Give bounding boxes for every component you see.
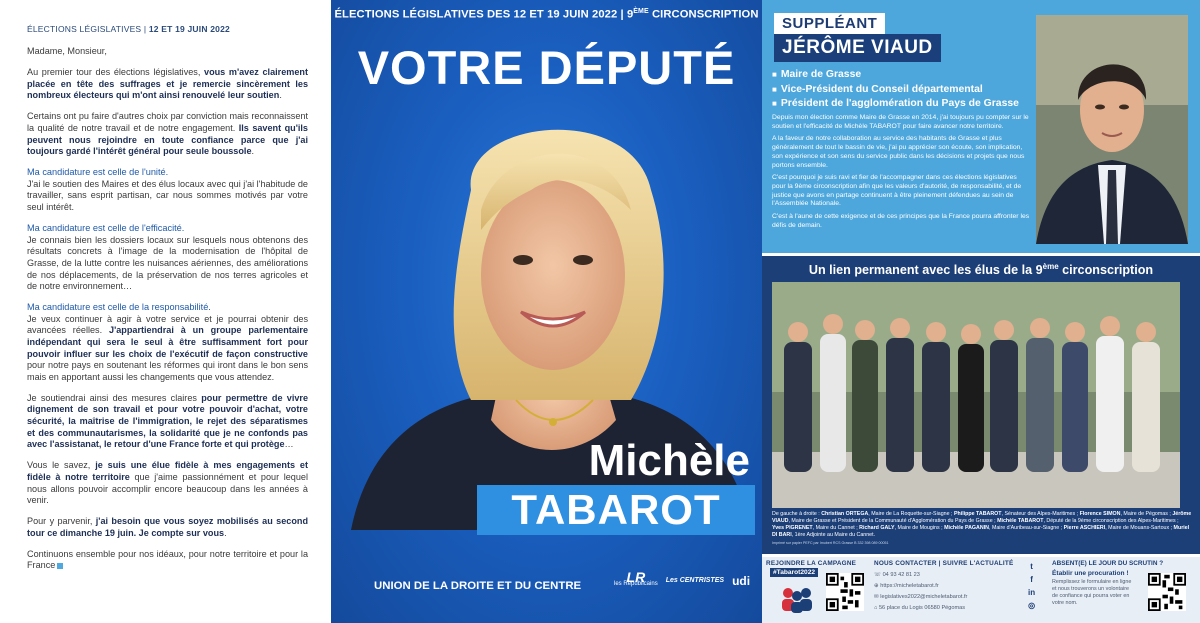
poster-title: VOTRE DÉPUTÉ xyxy=(357,41,736,94)
letter-heading-responsibility: Ma candidature est celle de la responsabilité. xyxy=(27,302,211,313)
email-link[interactable]: ✉ legislatives2022@micheletabarot.fr xyxy=(874,594,968,600)
phone-icon: ☏ xyxy=(874,572,883,578)
les-centristes-logo: Les CENTRISTES xyxy=(665,577,725,584)
join-campaign-block xyxy=(766,557,866,623)
suppleant-photo xyxy=(1036,15,1188,244)
letter-heading-efficiency: Ma candidature est celle de l'efficacité. xyxy=(27,223,185,234)
proxy-vote-block xyxy=(1052,557,1198,623)
poster-election-line: ÉLECTIONS LÉGISLATIVES DES 12 ET 19 JUIN 2022 | 9ÈME CIRCONSCRIPTION xyxy=(334,8,759,21)
contact-title: NOUS CONTACTER | SUIVRE L'ACTUALITÉ xyxy=(874,560,1014,567)
letter-paragraph-3: J'ai le soutien des Maires et des élus locaux avec qui j'ai l'habitude de travailler, sans esprit partisan, car nous sommes motivés par votre seul intérêt. xyxy=(27,178,308,213)
hashtag-badge: #Tabarot2022 xyxy=(770,568,818,577)
absent-subtitle: Établir une procuration ! xyxy=(1052,570,1129,577)
join-qr-code-icon[interactable] xyxy=(826,573,864,611)
campaign-footer xyxy=(762,557,1200,623)
group-photo xyxy=(772,282,1180,508)
union-label: UNION DE LA DROITE ET DU CENTRE xyxy=(374,580,582,592)
letter-paragraph-4: Je connais bien les dossiers locaux sur lesquels nous obtenons des résultats concrets à l'image de la modernisation de l'hôpital de Grasse, de la lutte contre les nuisances aériennes, des améliorations de nos déplacements, de la préservation de nos terres agricoles et de notre environnement… xyxy=(27,234,308,292)
campaign-letter xyxy=(0,0,318,623)
elus-section xyxy=(762,256,1200,554)
absent-text: Remplissez le formulaire en ligne et nous trouverons un volontaire de confiance qui pourra voter en votre nom. xyxy=(1052,579,1132,606)
globe-icon: ⊕ xyxy=(874,583,881,589)
letter-paragraph-1: Au premier tour des élections législatives, vous m'avez clairement placée en tête des suffrages et je remercie sincèrement les nombreux électeurs qui m'ont ainsi renouvelé leur soutien. xyxy=(27,67,308,101)
instagram-icon[interactable]: ◎ xyxy=(1028,601,1036,610)
linkedin-icon[interactable]: in xyxy=(1028,588,1036,597)
contact-block xyxy=(874,557,1044,623)
suppleant-statement: Depuis mon élection comme Maire de Grasse en 2014, j'ai toujours pu compter sur le soutien et l'efficacité de Michèle TABAROT pour faire avancer notre territoire. A la faveur de notre collaboration au service des habitants de Grasse et plus généralement de tout le bassin de vie, j'ai pu apprécier son écoute, son implication, son expérience et son sens du service public dans les décisions et projets que nous portons ensemble. C'est pourquoi je suis ravi et fier de l'accompagner dans ces élections législatives pour la 9ème circonscription afin que les valeurs d'autorité, de responsabilité, et de justice que avons en partage continuent à être pleinement défendues au sein de l'Assemblée Nationale. C'est à l'aune de cette exigence et de ces principes que la France pourra affronter les défis de demain. xyxy=(772,114,1030,229)
square-bullet-icon xyxy=(57,563,63,569)
letter-paragraph-9: Continuons ensemble pour nos idéaux, pour notre territoire et pour la France xyxy=(27,548,308,571)
letter-paragraph-5: Je veux continuer à agir à votre service et je pourrai obtenir des avancées réelles. J'appartiendrai à un groupe parlementaire indépendant qui sera le seul à être suffisamment fort pour pouvoir influer sur les choix de l'exécutif de façon constructive pour notre pays en soutenant les réformes qui iront dans le bon sens mais en apportant aussi les changements que vous attendez. xyxy=(27,313,309,382)
letter-greeting: Madame, Monsieur, xyxy=(27,46,107,56)
absent-title: ABSENT(E) LE JOUR DU SCRUTIN ? xyxy=(1052,560,1164,567)
people-group-icon xyxy=(778,585,816,613)
poster-bottom-bar xyxy=(331,560,762,620)
suppleant-section xyxy=(762,0,1200,253)
letter-date: 12 ET 19 JUIN 2022 xyxy=(148,24,230,34)
role-item: ■ Président de l'agglomération du Pays de Grasse xyxy=(772,97,1019,112)
candidate-last-name: TABAROT xyxy=(511,486,721,533)
right-column xyxy=(762,0,1200,623)
role-item: ■ Maire de Grasse xyxy=(772,68,1019,83)
letter-paragraph-2: Certains ont pu faire d'autres choix par conviction mais reconnaissent la qualité de notre travail et de notre engagement. Ils savent qu'ils peuvent nous rejoindre en toute confiance parce que j'ai toujours gardé l'intérêt général pour seule boussole. xyxy=(27,111,308,157)
party-logos xyxy=(614,569,751,588)
candidate-poster xyxy=(331,0,762,623)
phone-line[interactable]: ☏ 04 93 42 81 23 xyxy=(874,572,920,578)
website-link[interactable]: ⊕ https://micheletabarot.fr xyxy=(874,583,939,589)
suppleant-roles xyxy=(772,68,1019,112)
mail-icon: ✉ xyxy=(874,594,881,600)
candidate-first-name: Michèle xyxy=(588,436,750,485)
twitter-icon[interactable]: t xyxy=(1030,562,1033,571)
udi-logo: udi xyxy=(732,574,751,588)
suppleant-label: SUPPLÉANT xyxy=(774,13,885,35)
role-item: ■ Vice-Président du Conseil départemental xyxy=(772,83,1019,98)
les-republicains-logo: LR les Républicains xyxy=(614,569,658,587)
imprint-line: Imprimé sur papier PEFC par Imubert RCS Grasse B 332 398 089 00051 xyxy=(772,541,889,545)
group-photo-caption: De gauche à droite : Christian ORTEGA, Maire de La Roquette-sur-Siagne ; Philippe TABAROT, Sénateur des Alpes-Maritimes ; Florence SIMON, Maire de Pégomas ; Jérôme VIAUD, Maire de Grasse et Président de la Communauté d'Agglomération du Pays de Grasse ; Michèle TABAROT, Député de la 9ème circonscription des Alpes-Maritimes ; Yves PIGRENET, Maire du Cannet ; Richard GALY, Maire de Mougins ; Michèle PAGANIN, Maire d'Auribeau-sur-Siagne ; Pierre ASCHIERI, Maire de Mouans-Sartoux ; Muriel DI BARI, 1ère Adjointe au Maire du Cannet. xyxy=(772,511,1192,538)
letter-header: ÉLECTIONS LÉGISLATIVES | 12 ET 19 JUIN 2022 xyxy=(27,24,230,34)
proxy-qr-code-icon[interactable] xyxy=(1148,573,1186,611)
letter-paragraph-8: Pour y parvenir, j'ai besoin que vous soyez mobilisés au second tour ce dimanche 19 juin. Je compte sur vous. xyxy=(27,516,308,538)
letter-paragraph-7: Vous le savez, je suis une élue fidèle à mes engagements et fidèle à notre territoire que j'aime passionnément et pour lequel nous allons pouvoir accomplir encore beaucoup dans les années à venir. xyxy=(27,460,309,506)
address-line: ⌂ 56 place du Logis 06580 Pégomas xyxy=(874,605,966,611)
letter-heading-unity: Ma candidature est celle de l'unité. xyxy=(27,167,169,178)
facebook-icon[interactable]: f xyxy=(1030,575,1033,584)
location-icon: ⌂ xyxy=(874,605,879,611)
suppleant-name: JÉRÔME VIAUD xyxy=(774,34,941,62)
elus-heading: Un lien permanent avec les élus de la 9ème circonscription xyxy=(808,262,1154,278)
letter-paragraph-6: Je soutiendrai ainsi des mesures claires pour permettre de vivre dignement de son travail et pour votre pouvoir d'achat, votre sécurité, la maîtrise de l'immigration, le rejet des séparatismes et des communautarismes, la solidarité que je ne confonds pas avec l'assistanat, le retour d'une France forte et qui protège… xyxy=(27,392,308,450)
join-title: REJOINDRE LA CAMPAGNE xyxy=(766,560,857,567)
candidate-last-name-box xyxy=(477,485,755,535)
